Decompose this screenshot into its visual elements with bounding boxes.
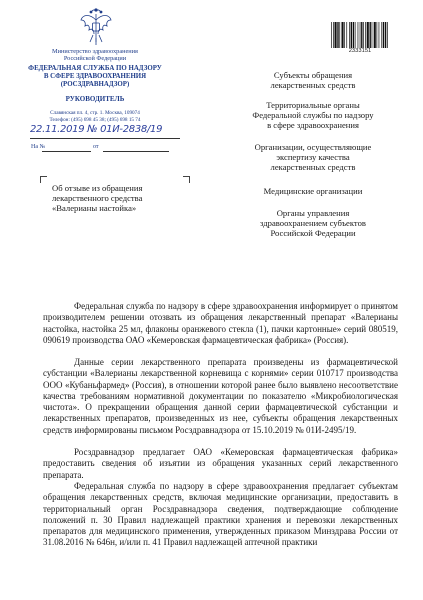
recipient-2: Территориальные органы Федеральной службы по надзору в сфере здравоохранения (252, 100, 374, 130)
reference-ot-label: от (93, 144, 99, 150)
ministry-name (20, 48, 170, 63)
recipient-3: Организации, осуществляющие экспертизу качества лекарственных средств (254, 142, 372, 172)
address-line-2: Телефон: (495) 698 45 38; (495) 698 15 74 (49, 116, 141, 123)
ministry-line-1: Министерство здравоохранения (52, 48, 138, 55)
registration-line (30, 126, 180, 140)
service-line-2: В СФЕРЕ ЗДРАВООХРАНЕНИЯ (43, 73, 147, 81)
double-headed-eagle-emblem-icon (79, 8, 113, 46)
body-paragraph-1: Федеральная служба по надзору в сфере здравоохранения информирует о принятом производителем решении отозвать из обращения лекарственный препарат «Валерианы настойка, настойка 25 мл, флаконы оранжевого стекла (1), пачки картонные» серий 080519, 090619 производства ОАО «Кемеровская фармацевтическая фабрика» (Россия). (43, 301, 398, 345)
body-paragraph-2: Данные серии лекарственного препарата произведены из фармацевтической субстанции «Валерианы лекарственной корневища с корнями» серии 010717 производства ООО «Кубаньфармед» (Россия), в отношении которой ранее было выявлено несоответствие качества требованиям нормативной документации по показателю «Микробиологическая чистота». О прекращении обращения данной серии фармацевтической субстанции и лекарственных препаратов, произведенных из нее, субъекты обращения лекарственных средств информированы письмом Росздравнадзора от 15.10.2019 № 01И-2495/19. (43, 357, 398, 435)
address-line-1: Славянская пл. 4, стр. 1. Москва, 109074 (50, 110, 140, 116)
barcode-number: 2333151 (348, 48, 372, 54)
recipient-4: Медицинские организации (263, 186, 363, 196)
barcode-icon (331, 22, 389, 48)
address-block (20, 110, 170, 123)
head-title: РУКОВОДИТЕЛЬ (65, 95, 125, 103)
recipient-1: Субъекты обращения лекарственных средств (270, 70, 356, 90)
corner-mark-top-left (40, 176, 47, 183)
handwritten-registration-number: 22.11.2019 № 01И-2838/19 (30, 124, 163, 135)
subject-line: Об отзыве из обращения лекарственного средства «Валерианы настойка» (52, 183, 143, 213)
corner-mark-top-right (183, 176, 190, 183)
reference-na-label: На № (31, 144, 46, 150)
body-paragraph-3: Росздравнадзор предлагает ОАО «Кемеровская фармацевтическая фабрика» предоставить сведения об изъятии из обращения указанных серий лекарственного препарата. (43, 447, 398, 480)
registration-underline (30, 138, 180, 139)
service-line-3: (РОСЗДРАВНАДЗОР) (60, 81, 130, 89)
ministry-line-2: Российской Федерации (63, 55, 127, 63)
recipient-5: Органы управления здравоохранением субъектов Российской Федерации (260, 208, 366, 238)
reference-date-underline (103, 151, 169, 152)
service-line-1: ФЕДЕРАЛЬНАЯ СЛУЖБА ПО НАДЗОРУ (28, 65, 162, 72)
reference-number-underline (42, 151, 91, 152)
body-paragraph-4: Федеральная служба по надзору в сфере здравоохранения предлагает субъектам обращения лекарственных средств, включая медицинские организации, предоставить в территориальный орган Росздравнадзора сведения, подтверждающие соблюдение положений п. 30 Правил надлежащей практики хранения и перевозки лекарственных препаратов для медицинского применения, утвержденных приказом Минздрава России от 31.08.2016 № 646н, и/или п. 41 Правил надлежащей аптечной практики (43, 481, 398, 548)
service-name (20, 65, 170, 90)
